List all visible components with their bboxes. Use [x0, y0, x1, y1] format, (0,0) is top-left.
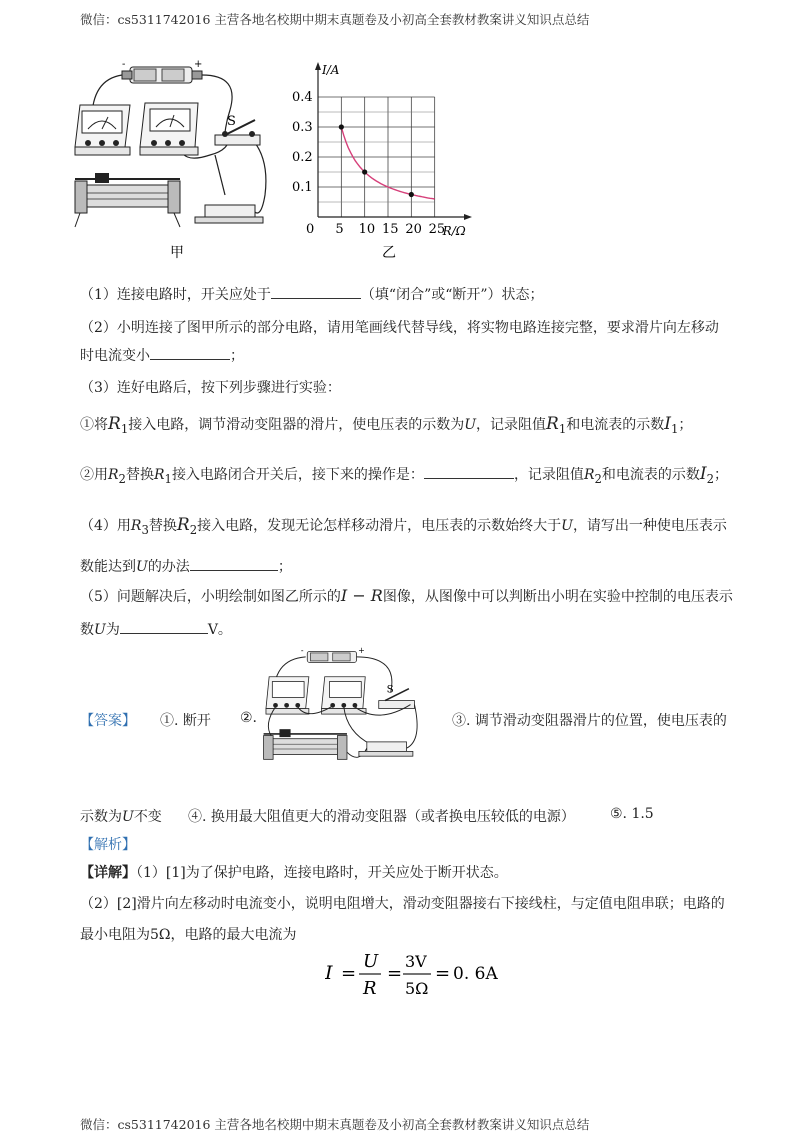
s2-current-sub: 2	[706, 471, 715, 486]
detail-line-2: （2）[2]滑片向左移动时电流变小，说明电阻增大，滑动变阻器接右下接线柱，与定值电阻串联；电路的	[80, 896, 725, 912]
ammeter	[75, 105, 130, 155]
chart-x-tick-label: 5	[335, 222, 344, 237]
q2-blank[interactable]	[150, 345, 230, 360]
question-5-line-2	[80, 619, 232, 639]
s2-r2b: R	[583, 467, 595, 483]
q4-d: 替换	[148, 518, 177, 534]
q2-text-b: 时电流变小	[80, 348, 150, 364]
question-4-line-2	[80, 556, 292, 576]
chart-data-point	[409, 192, 414, 197]
formula-u: U	[363, 951, 379, 972]
s2-g: 接入电路闭合开关后，接下来的操作是：	[171, 467, 424, 483]
q4-u2: U	[136, 559, 148, 575]
chart-data-point	[339, 124, 344, 129]
resistor	[195, 205, 263, 223]
s1-u: U	[464, 417, 477, 433]
s1-current-sub: 1	[671, 421, 679, 436]
detail-line-1	[80, 862, 508, 882]
chart-data-point	[362, 169, 367, 174]
switch-label: S	[227, 114, 236, 129]
q3-text: （3）连好电路后，按下列步骤进行实验：	[80, 380, 341, 396]
chart-y-axis-label: I/A	[322, 63, 340, 77]
analysis-tag: 【解析】	[80, 837, 136, 853]
s1-r2: R	[546, 414, 559, 434]
detail-line-3: 最小电阻为5Ω，电路的最大电流为	[80, 927, 297, 943]
answer-switch-label: S	[386, 683, 394, 696]
s1-d: 接入电路，调节滑动变阻器的滑片，使电压表的示数为	[128, 417, 465, 433]
q4-u: U	[561, 518, 573, 534]
q4-r3-sub: 3	[141, 522, 149, 537]
s1-current: I	[664, 414, 671, 434]
chart-y-tick-label: 0.3	[292, 120, 313, 135]
question-2-line-2	[80, 345, 244, 365]
s1-l: ；	[678, 417, 693, 433]
answer-circuit-figure	[258, 645, 428, 780]
s2-k: 和电流表的示数	[601, 467, 700, 483]
answer-3-cont-a: 示数为	[80, 809, 122, 825]
q1-blank[interactable]	[271, 284, 361, 299]
s1-r2-sub: 1	[558, 421, 567, 436]
answer-2-label: ②.	[240, 710, 258, 726]
chart-x-axis-label: R/Ω	[442, 224, 466, 238]
chart-y-tick-label: 0.1	[292, 180, 313, 195]
chart-y-arrow	[315, 62, 321, 70]
s2-current: I	[699, 464, 707, 484]
figure-label-yi: 乙	[382, 245, 396, 261]
s2-r1-sub: 1	[164, 471, 172, 486]
figure-label-jia: 甲	[170, 245, 184, 261]
formula-result: 0. 6A	[453, 964, 498, 984]
formula-denominator: 5Ω	[405, 979, 429, 998]
s2-r2: R	[108, 467, 119, 483]
answer-1: ①. 断开	[160, 713, 211, 729]
q5-f: 为	[105, 622, 120, 638]
page-header: 微信：cs5311742016 主营各地名校期中期末真题卷及小初高全套教材教案讲义知识点总结	[80, 12, 590, 27]
formula-numerator: 3V	[405, 952, 427, 971]
answer-3: ③. 调节滑动变阻器滑片的位置，使电压表的	[452, 713, 727, 729]
detail-text-1: （1）[1]为了保护电路，连接电路时，开关应处于断开状态。	[136, 865, 508, 881]
answer-plus-sign: +	[358, 645, 365, 655]
s1-i: 和电流表的示数	[566, 417, 665, 433]
formula-eq-3: =	[435, 963, 451, 984]
chart-x-tick-label: 20	[405, 222, 422, 237]
q4-r2: R	[176, 515, 190, 535]
circuit-figure-jia	[70, 55, 280, 265]
chart-x-arrow	[464, 214, 472, 220]
answer-tag: 【答案】	[80, 713, 136, 729]
q4-r3: R	[130, 518, 142, 534]
q1-text-a: （1）连接电路时，开关应处于	[80, 287, 271, 303]
formula-eq-1: =	[341, 963, 357, 984]
question-5-line-1	[80, 586, 733, 606]
q5-c: 图像，从图像中可以判断出小明在实验中控制的电压表示	[382, 589, 733, 605]
switch	[215, 120, 260, 145]
answer-minus-sign: -	[300, 645, 304, 655]
q4-a: （4）用	[80, 518, 131, 534]
s2-h: ，记录阻值	[513, 467, 584, 483]
answer-3-continued	[80, 806, 162, 826]
question-4-line-1	[80, 515, 727, 537]
q4-j: 数能达到	[80, 559, 136, 575]
q4-i: ，请写出一种使电压表示	[572, 518, 727, 534]
q5-u: U	[94, 622, 106, 638]
s1-a: ①将	[80, 417, 108, 433]
q5-ir: I − R	[340, 586, 383, 605]
s2-r1: R	[153, 467, 165, 483]
s2-n: ；	[714, 467, 729, 483]
s2-r2-sub: 2	[118, 471, 126, 486]
s2-d: 替换	[125, 467, 154, 483]
q5-a: （5）问题解决后，小明绘制如图乙所示的	[80, 589, 341, 605]
s2-a: ②用	[80, 467, 108, 483]
s1-r: R	[108, 414, 121, 434]
q4-r2-sub: 2	[189, 522, 198, 537]
q4-blank[interactable]	[190, 556, 278, 571]
detail-tag: 【详解】	[80, 865, 136, 881]
q2-text-c: ；	[230, 348, 244, 364]
q5-d: 数	[80, 622, 94, 638]
s2-blank[interactable]	[424, 464, 514, 479]
formula-eq-2: =	[387, 963, 403, 984]
s2-r2b-sub: 2	[594, 471, 602, 486]
chart-y-tick-label: 0.2	[292, 150, 313, 165]
formula-r: R	[363, 978, 377, 999]
chart-y-tick-label: 0.4	[292, 90, 313, 105]
q5-g: V。	[207, 622, 232, 638]
chart-x-tick-label: 0	[306, 222, 315, 237]
answer-3-cont-b: 不变	[133, 809, 162, 825]
step-2	[80, 464, 728, 486]
q1-text-b: （填“闭合”或“断开”）状态；	[360, 287, 544, 303]
s1-f: ，记录阻值	[476, 417, 547, 433]
chart-figure-yi	[290, 55, 490, 265]
answer-3-cont-u: U	[122, 809, 134, 825]
question-1	[80, 284, 544, 304]
q2-text-a: （2）小明连接了图甲所示的部分电路，请用笔画线代替导线，将实物电路连接完整，要求滑片向左移动	[80, 320, 719, 336]
answer-5: ⑤. 1.5	[610, 806, 654, 822]
q4-m: ；	[277, 559, 292, 575]
s1-r-sub: 1	[120, 421, 129, 436]
answer-4: ④. 换用最大阻值更大的滑动变阻器（或者换电压较低的电源）	[188, 809, 575, 825]
chart-x-tick-label: 25	[428, 222, 446, 237]
question-2-line-1	[80, 317, 719, 337]
formula	[325, 945, 525, 1010]
chart-x-tick-label: 10	[358, 222, 376, 237]
q4-l: 的办法	[147, 559, 190, 575]
minus-sign: -	[122, 59, 126, 70]
formula-i: I	[325, 962, 333, 984]
question-3	[80, 377, 341, 397]
q5-blank[interactable]	[120, 619, 208, 634]
q4-g: 接入电路，发现无论怎样移动滑片，电压表的示数始终大于	[197, 518, 562, 534]
step-1	[80, 414, 692, 436]
formula-svg	[325, 945, 525, 1005]
page-footer: 微信：cs5311742016 主营各地名校期中期末真题卷及小初高全套教材教案讲义知识点总结	[80, 1117, 590, 1132]
voltmeter	[140, 103, 198, 155]
chart-x-tick-label: 15	[382, 222, 399, 237]
plus-sign: +	[194, 59, 203, 70]
battery	[122, 67, 202, 83]
rheostat	[75, 173, 180, 227]
